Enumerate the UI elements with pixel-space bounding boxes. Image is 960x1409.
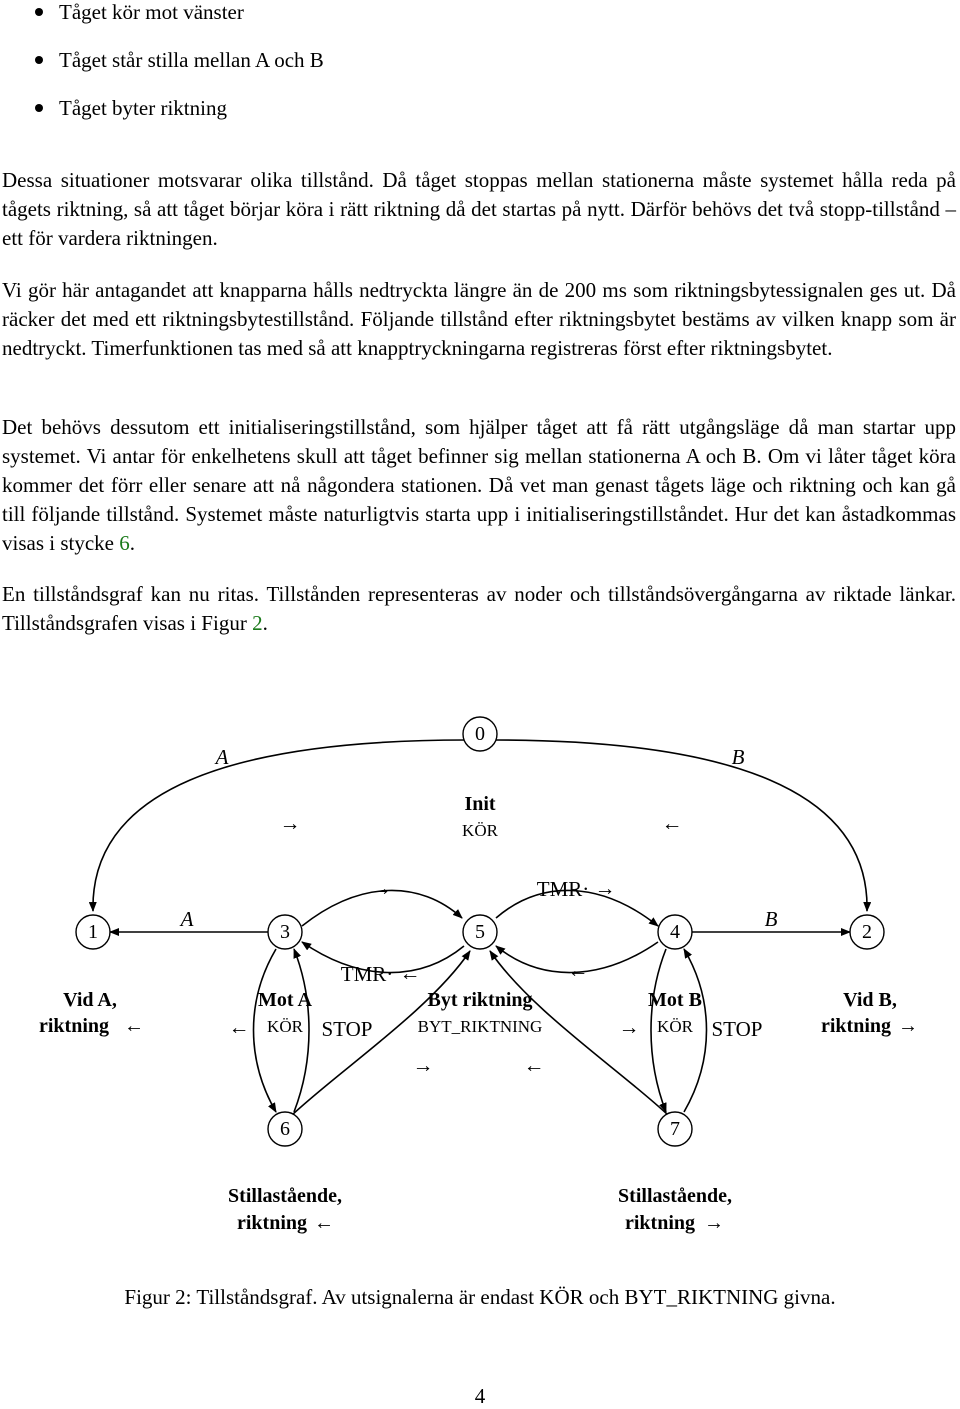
motb-state-output: KÖR: [657, 1017, 693, 1036]
init-state-name: Init: [464, 793, 496, 815]
edge-label-tmr-right: TMR·: [536, 877, 590, 901]
left-arrow-icon: ←: [567, 958, 589, 982]
vida-state-direction: riktning: [38, 1015, 110, 1037]
state-node-7-label: 7: [670, 1118, 680, 1140]
edge-label-a-mid: A: [180, 907, 194, 931]
init-state-output: KÖR: [462, 821, 498, 840]
state-node-3-label: 3: [280, 921, 290, 943]
right-arrow-icon: →: [370, 876, 392, 900]
edge-label-a-top: A: [215, 745, 229, 769]
mota-state-output: KÖR: [267, 1017, 303, 1036]
left-arrow-icon: ←: [124, 1015, 144, 1037]
right-arrow-icon: →: [279, 811, 301, 835]
edge-label-tmr-left: TMR·: [340, 962, 394, 986]
vidb-state-name: Vid B,: [843, 989, 897, 1011]
paragraph-graph: En tillståndsgraf kan nu ritas. Tillstånden representeras av noder och tillståndsövergångarna av riktade länkar. Tillståndsgrafen visas i Figur 2.: [2, 582, 956, 635]
still6-state-direction: riktning: [236, 1212, 308, 1234]
left-arrow-icon: ←: [523, 1053, 545, 1077]
section-reference-link[interactable]: 6: [119, 531, 130, 555]
edge-label-b-mid: B: [764, 907, 778, 931]
edge-label-stop-3: STOP: [321, 1017, 373, 1041]
motb-state-name: Mot B: [648, 989, 702, 1011]
mota-state-name: Mot A: [258, 989, 312, 1011]
paragraph-assumption: Vi gör här antagandet att knapparna hålls nedtryckta längre än de 200 ms som riktningsbytessignalen ges ut. Då räcker det med ett riktningsbytestillstånd. Följande tillstånd efter riktningsbytet bestäms av vilken knapp som är nedtryckt. Timerfunktionen tas med så att knapptryckningarna registreras först efter riktningsbytet.: [2, 278, 956, 360]
byt-state-name: Byt riktning: [427, 989, 533, 1011]
left-arrow-icon: ←: [314, 1212, 334, 1234]
right-arrow-icon: →: [618, 1015, 640, 1039]
paragraph-init: Det behövs dessutom ett initialiseringstillstånd, som hjälper tåget att få rätt utgångsläge då man startar upp systemet. Vi antar för enkelhetens skull att tåget befinner sig mellan stationerna A och B. Om vi låter tåget köra kommer det förr eller senare att nå någondera stationen. Då vet man genast tågets läge och riktning och kan gå till följande tillstånd. Systemet måste naturligtvis starta upp i initialiseringstillståndet. Hur det kan åstadkommas visas i stycke 6.: [2, 415, 956, 555]
right-arrow-icon: →: [412, 1053, 434, 1077]
still6-state-name: Stillastående,: [228, 1185, 342, 1207]
still7-state-direction: riktning: [624, 1212, 696, 1234]
left-arrow-icon: ←: [228, 1015, 250, 1039]
state-node-5-label: 5: [475, 921, 485, 943]
page-number: 4: [474, 1384, 486, 1408]
edge-label-b-top: B: [731, 745, 745, 769]
vidb-state-direction: riktning: [820, 1015, 892, 1037]
state-node-1-label: 1: [88, 921, 98, 943]
byt-state-output: BYT_RIKTNING: [417, 1017, 543, 1036]
paragraph-states: Dessa situationer motsvarar olika tillstånd. Då tåget stoppas mellan stationerna måste systemet hålla reda på tågets riktning, så att tåget börjar köra i rätt riktning då det startas på nytt. Därför behövs det två stopp-tillstånd – ett för vardera riktningen.: [2, 168, 956, 250]
right-arrow-icon: →: [898, 1015, 918, 1037]
right-arrow-icon: →: [594, 876, 616, 900]
right-arrow-icon: →: [704, 1212, 724, 1234]
state-node-2-label: 2: [862, 921, 872, 943]
state-node-6-label: 6: [280, 1118, 290, 1140]
left-arrow-icon: ←: [399, 961, 421, 985]
left-arrow-icon: ←: [661, 811, 683, 835]
figure-reference-link[interactable]: 2: [252, 611, 263, 635]
figure-caption: Figur 2: Tillståndsgraf. Av utsignalerna är endast KÖR och BYT_RIKTNING givna.: [124, 1285, 836, 1309]
state-node-4-label: 4: [670, 921, 680, 943]
vida-state-name: Vid A,: [63, 989, 117, 1011]
still7-state-name: Stillastående,: [618, 1185, 732, 1207]
state-node-0-label: 0: [475, 723, 485, 745]
edge-label-stop-4: STOP: [711, 1017, 763, 1041]
